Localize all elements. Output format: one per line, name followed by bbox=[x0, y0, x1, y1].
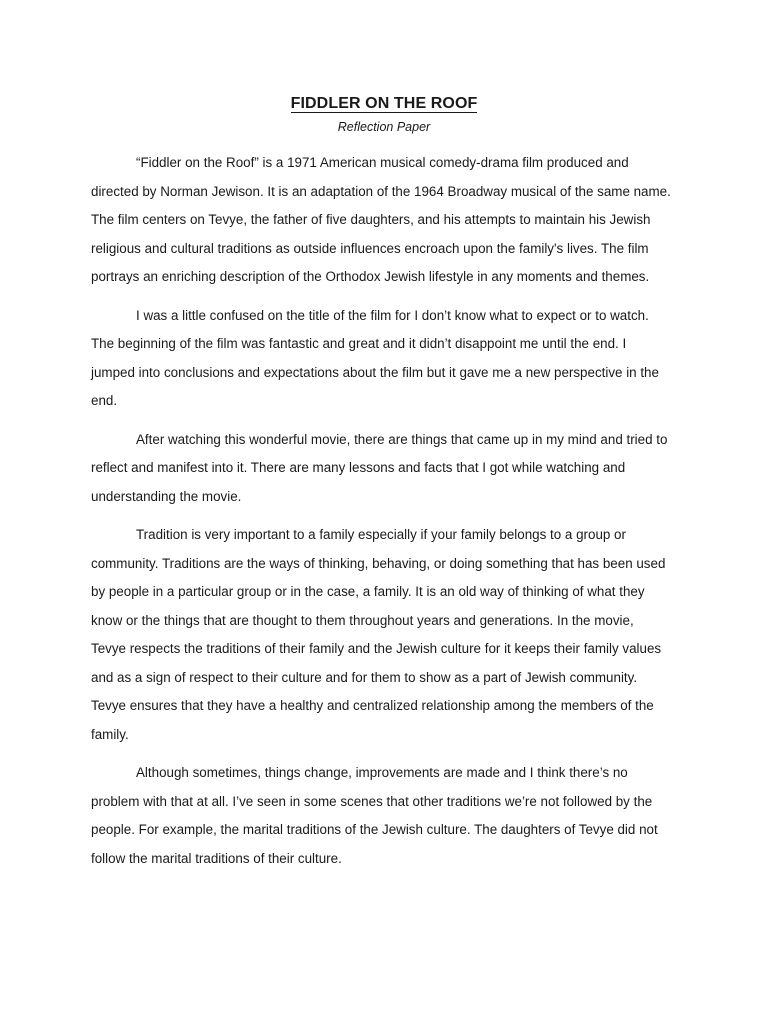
paragraph: Although sometimes, things change, improvements are made and I think there’s no problem with that at all. I’ve seen in some scenes that other traditions we’re not followed by the people. For example, the marital traditions of the Jewish culture. The daughters of Tevye did not follow the marital traditions of their culture. bbox=[91, 765, 658, 866]
paragraph: After watching this wonderful movie, there are things that came up in my mind and tried to reflect and manifest into it. There are many lessons and facts that I got while watching and understanding the movie. bbox=[91, 431, 668, 504]
document-subtitle: Reflection Paper bbox=[337, 120, 431, 134]
document-title bbox=[0, 94, 768, 114]
paragraph: “Fiddler on the Roof” is a 1971 American musical comedy-drama film produced and directed by Norman Jewison. It is an adaptation of the 1964 Broadway musical of the same name. The film centers on Tevye, the father of five daughters, and his attempts to maintain his Jewish religious and cultural traditions as outside influences encroach upon the family's lives. The film portrays an enriching description of the Orthodox Jewish lifestyle in any moments and themes. bbox=[91, 155, 671, 284]
document-body bbox=[91, 149, 671, 883]
paragraph: Tradition is very important to a family especially if your family belongs to a group or community. Traditions are the ways of thinking, behaving, or doing something that has been used by people in a particular group or in the case, a family. It is an old way of thinking of what they know or the things that are thought to them throughout years and generations. In the movie, Tevye respects the traditions of their family and the Jewish culture for it keeps their family values and as a sign of respect to their culture and for them to show as a part of Jewish community. Tevye ensures that they have a healthy and centralized relationship among the members of the family. bbox=[91, 527, 666, 742]
paragraph: I was a little confused on the title of the film for I don’t know what to expect or to watch. The beginning of the film was fantastic and great and it didn’t disappoint me until the end. I jumped into conclusions and expectations about the film but it gave me a new perspective in the end. bbox=[91, 307, 659, 408]
document-title-text: FIDDLER ON THE ROOF bbox=[290, 95, 478, 112]
